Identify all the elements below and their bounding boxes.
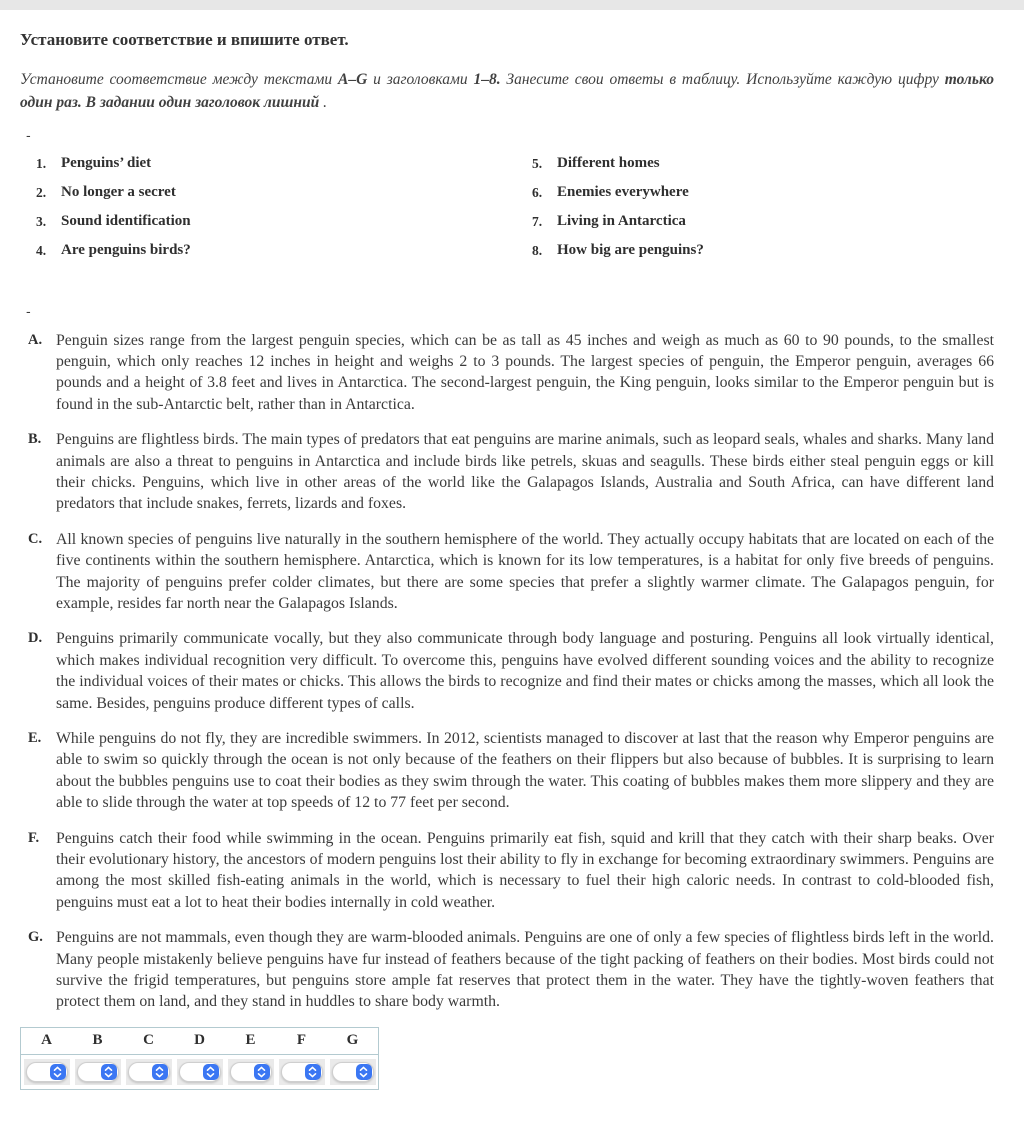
paragraph-label: G. bbox=[28, 929, 43, 946]
paragraph-d bbox=[20, 628, 994, 714]
select-background bbox=[126, 1059, 172, 1085]
select-background bbox=[228, 1059, 274, 1085]
paragraph-text: Penguin sizes range from the largest penguin species, which can be as tall as 45 inches and weigh as much as 60 to 90 pounds, to the smallest penguin, which only reaches 12 inches in height and weighs 2 to 3 pounds. The largest species of penguin, the Emperor penguin, averages 66 pounds and a height of 3.8 feet and lives in Antarctica. The second-largest penguin, the King penguin, looks similar to the Emperor penguin but is found in the sub-Antarctic belt, rather than in Antarctica. bbox=[56, 331, 994, 413]
heading-label: Living in Antarctica bbox=[557, 212, 686, 229]
answer-column-header-f: F bbox=[276, 1027, 327, 1054]
paragraph-label: E. bbox=[28, 730, 42, 746]
instructions-text: . bbox=[319, 94, 328, 111]
instructions-text: Занесите свои ответы в таблицу. Используйте каждую цифру bbox=[500, 71, 945, 88]
heading-label: No longer a secret bbox=[61, 183, 176, 200]
heading-label: Penguins’ diet bbox=[61, 154, 152, 171]
heading-number: 7. bbox=[532, 213, 543, 229]
heading-item-6 bbox=[532, 183, 994, 202]
heading-number: 8. bbox=[532, 242, 543, 258]
updown-stepper-icon bbox=[203, 1064, 219, 1080]
paragraph-label: B. bbox=[28, 431, 42, 448]
updown-stepper-icon bbox=[356, 1064, 372, 1080]
select-background bbox=[279, 1059, 325, 1085]
headings-list bbox=[20, 154, 994, 270]
answer-cell-a bbox=[21, 1054, 73, 1089]
instructions-bold-range-ag: A–G bbox=[337, 71, 368, 88]
answer-select-d[interactable] bbox=[179, 1062, 221, 1082]
page-content bbox=[0, 30, 1024, 1090]
instructions-text: и заголовками bbox=[367, 71, 474, 88]
heading-label: Different homes bbox=[557, 154, 660, 171]
paragraph-f bbox=[20, 828, 994, 914]
select-background bbox=[75, 1059, 121, 1085]
paragraph-text: All known species of penguins live naturally in the southern hemisphere of the world. They actually occupy habitats that are located on each of the five continents within the southern hemisphere. Antarctica, which is known for its low temperatures, is a habitat for only five breeds of penguins. The majority of penguins prefer colder climates, but there are some species that prefer a slightly warmer climate. The Galapagos penguin, for example, resides far north near the Galapagos Islands. bbox=[56, 530, 994, 612]
answer-select-c[interactable] bbox=[128, 1062, 170, 1082]
heading-item-5 bbox=[532, 154, 994, 173]
heading-number: 3. bbox=[36, 213, 47, 229]
answer-select-g[interactable] bbox=[332, 1062, 374, 1082]
select-background bbox=[24, 1059, 70, 1085]
answer-cell-g bbox=[327, 1054, 379, 1089]
answer-select-f[interactable] bbox=[281, 1062, 323, 1082]
heading-number: 4. bbox=[36, 242, 47, 258]
answer-cell-d bbox=[174, 1054, 225, 1089]
headings-column-left bbox=[36, 154, 532, 270]
select-background bbox=[177, 1059, 223, 1085]
answer-cell-e bbox=[225, 1054, 276, 1089]
answer-column-header-d: D bbox=[174, 1027, 225, 1054]
page-title: Установите соответствие и впишите ответ. bbox=[20, 30, 349, 49]
select-background bbox=[330, 1059, 376, 1085]
paragraph-text: While penguins do not fly, they are incredible swimmers. In 2012, scientists managed to discover at last that the reason why Emperor penguins are able to swim so quickly through the ocean is not only because of the feathers on their flippers but also because of bubbles. It is surprising to learn about the bubbles penguins use to coat their bodies as they swim through the water. This coating of bubbles makes them more slippery and they are able to slide through the water at top speeds of 12 to 77 feet per second. bbox=[56, 730, 994, 812]
paragraph-b bbox=[20, 429, 994, 515]
paragraph-e bbox=[20, 728, 994, 814]
heading-number: 1. bbox=[36, 155, 47, 171]
heading-label: Enemies everywhere bbox=[557, 183, 689, 200]
answer-column-header-g: G bbox=[327, 1027, 379, 1054]
heading-item-3 bbox=[36, 212, 532, 231]
heading-item-7 bbox=[532, 212, 994, 231]
paragraph-label: A. bbox=[28, 331, 43, 348]
paragraph-a bbox=[20, 330, 994, 416]
updown-stepper-icon bbox=[101, 1064, 117, 1080]
paragraph-c bbox=[20, 529, 994, 615]
paragraph-g bbox=[20, 927, 994, 1013]
paragraph-text: Penguins are flightless birds. The main types of predators that eat penguins are marine animals, such as leopard seals, whales and sharks. Many land animals are also a threat to penguins in Antarctica and include birds like petrels, skuas and seagulls. These birds either steal penguin eggs or kill their chicks. Penguins, which live in other areas of the world like the Galapagos Islands, Australia and South Africa, can have different land predators that include snakes, ferrets, lizards and foxes. bbox=[56, 431, 994, 513]
updown-stepper-icon bbox=[152, 1064, 168, 1080]
answer-select-b[interactable] bbox=[77, 1062, 119, 1082]
heading-label: Sound identification bbox=[61, 212, 191, 229]
list-marker-dash: - bbox=[26, 304, 31, 320]
instructions-text: Установите соответствие между текстами bbox=[20, 71, 338, 88]
list-marker-dash: - bbox=[26, 128, 31, 144]
heading-label: Are penguins birds? bbox=[61, 241, 191, 258]
paragraph-label: C. bbox=[28, 530, 43, 547]
heading-number: 6. bbox=[532, 184, 543, 200]
heading-item-2 bbox=[36, 183, 532, 202]
heading-number: 2. bbox=[36, 184, 47, 200]
answer-cell-b bbox=[72, 1054, 123, 1089]
heading-number: 5. bbox=[532, 155, 543, 171]
instructions-bold-range-18: 1–8. bbox=[473, 71, 501, 88]
headings-column-right bbox=[532, 154, 994, 270]
text-paragraphs bbox=[20, 330, 994, 1013]
instructions-bold-note: только один раз. В задании один заголовок лишний bbox=[20, 71, 994, 111]
answer-column-header-c: C bbox=[123, 1027, 174, 1054]
answer-column-header-a: A bbox=[21, 1027, 73, 1054]
answer-select-e[interactable] bbox=[230, 1062, 272, 1082]
updown-stepper-icon bbox=[254, 1064, 270, 1080]
paragraph-label: F. bbox=[28, 829, 40, 846]
updown-stepper-icon bbox=[50, 1064, 66, 1080]
answer-column-header-b: B bbox=[72, 1027, 123, 1054]
paragraph-text: Penguins are not mammals, even though they are warm-blooded animals. Penguins are one of only a few species of flightless birds left in the world. Many people mistakenly believe penguins have fur instead of feathers because of the tight packing of feathers on their bodies. Most birds could not survive the frigid temperatures, but penguins store ample fat reserves that protect them in the water. They have the tightly-woven feathers that protect them on land, and they stand in huddles to share body warmth. bbox=[56, 929, 994, 1011]
answer-select-a[interactable] bbox=[26, 1062, 68, 1082]
answer-table bbox=[20, 1027, 379, 1090]
answer-column-header-e: E bbox=[225, 1027, 276, 1054]
heading-item-8 bbox=[532, 241, 994, 260]
paragraph-text: Penguins primarily communicate vocally, but they also communicate through body language and posturing. Penguins all look virtually identical, which makes individual recognition very difficult. To overcome this, penguins have evolved different sounding voices and the ability to recognize the individual voices of their mates or chicks. This allows the birds to recognize and find their mates or chicks among the masses, which all look the same. Besides, penguins produce different types of calls. bbox=[56, 630, 994, 712]
heading-label: How big are penguins? bbox=[557, 241, 704, 258]
answer-cell-c bbox=[123, 1054, 174, 1089]
heading-item-4 bbox=[36, 241, 532, 260]
task-instructions bbox=[20, 68, 994, 114]
answer-cell-f bbox=[276, 1054, 327, 1089]
updown-stepper-icon bbox=[305, 1064, 321, 1080]
heading-item-1 bbox=[36, 154, 532, 173]
top-gray-bar bbox=[0, 0, 1024, 10]
paragraph-text: Penguins catch their food while swimming in the ocean. Penguins primarily eat fish, squid and krill that they catch with their sharp beaks. Over their evolutionary history, the ancestors of modern penguins lost their ability to fly in exchange for becoming extraordinary swimmers. Penguins are among the most skilled fish-eating animals in the world, which is necessary to fuel their high caloric needs. In contrast to cold-blooded fish, penguins must eat a lot to heat their bodies internally in cold weather. bbox=[56, 829, 994, 911]
paragraph-label: D. bbox=[28, 630, 43, 647]
answer-table-header-row bbox=[21, 1027, 379, 1054]
answer-table-select-row bbox=[21, 1054, 379, 1089]
